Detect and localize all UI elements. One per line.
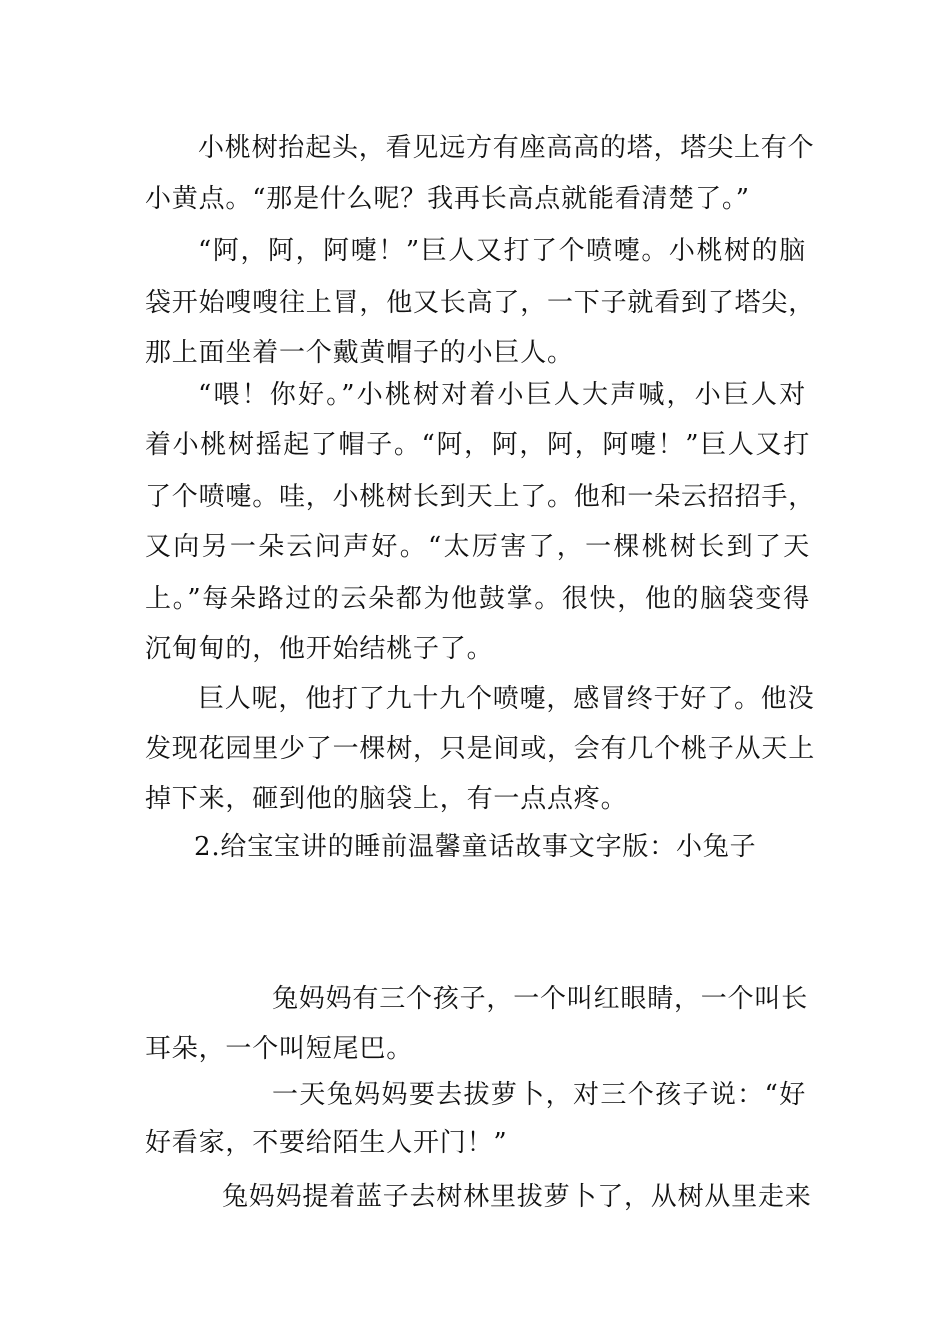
paragraph-3-line-6: 沉甸甸的，他开始结桃子了。 (145, 634, 494, 664)
section-heading: 2.给宝宝讲的睡前温馨童话故事文字版：小兔子 (194, 832, 757, 862)
paragraph-4-line-3: 掉下来，砸到他的脑袋上，有一点点疼。 (145, 784, 628, 814)
paragraph-5-line-1: 兔妈妈有三个孩子，一个叫红眼睛，一个叫长 (272, 984, 809, 1014)
paragraph-3-line-5: 上。”每朵路过的云朵都为他鼓掌。很快，他的脑袋变得 (145, 584, 810, 614)
paragraph-3-line-2: 着小桃树摇起了帽子。“阿，阿，阿，阿嚏！”巨人又打 (145, 430, 810, 460)
paragraph-7-line-1: 兔妈妈提着蓝子去树林里拔萝卜了，从树从里走来 (222, 1182, 812, 1212)
paragraph-4-line-1: 巨人呢，他打了九十九个喷嚏，感冒终于好了。他没 (198, 684, 815, 714)
paragraph-4-line-2: 发现花园里少了一棵树，只是间或，会有几个桃子从天上 (145, 734, 816, 764)
paragraph-6-line-2: 好看家，不要给陌生人开门！” (145, 1128, 508, 1158)
paragraph-1-line-2: 小黄点。“那是什么呢？我再长高点就能看清楚了。” (145, 184, 750, 214)
paragraph-3-line-4: 又向另一朵云问声好。“太厉害了，一棵桃树长到了天 (145, 532, 810, 562)
paragraph-5-line-2: 耳朵，一个叫短尾巴。 (145, 1034, 414, 1064)
paragraph-1-line-1: 小桃树抬起头，看见远方有座高高的塔，塔尖上有个 (198, 133, 815, 163)
paragraph-6-line-1: 一天兔妈妈要去拔萝卜，对三个孩子说：“好 (272, 1080, 806, 1110)
paragraph-3-line-3: 了个喷嚏。哇，小桃树长到天上了。他和一朵云招招手， (145, 482, 816, 512)
paragraph-3-line-1: “喂！你好。”小桃树对着小巨人大声喊，小巨人对 (198, 380, 806, 410)
paragraph-2-line-1: “阿，阿，阿嚏！”巨人又打了个喷嚏。小桃树的脑 (198, 236, 806, 266)
paragraph-2-line-3: 那上面坐着一个戴黄帽子的小巨人。 (145, 338, 574, 368)
paragraph-2-line-2: 袋开始嗖嗖往上冒，他又长高了，一下子就看到了塔尖， (145, 288, 816, 318)
